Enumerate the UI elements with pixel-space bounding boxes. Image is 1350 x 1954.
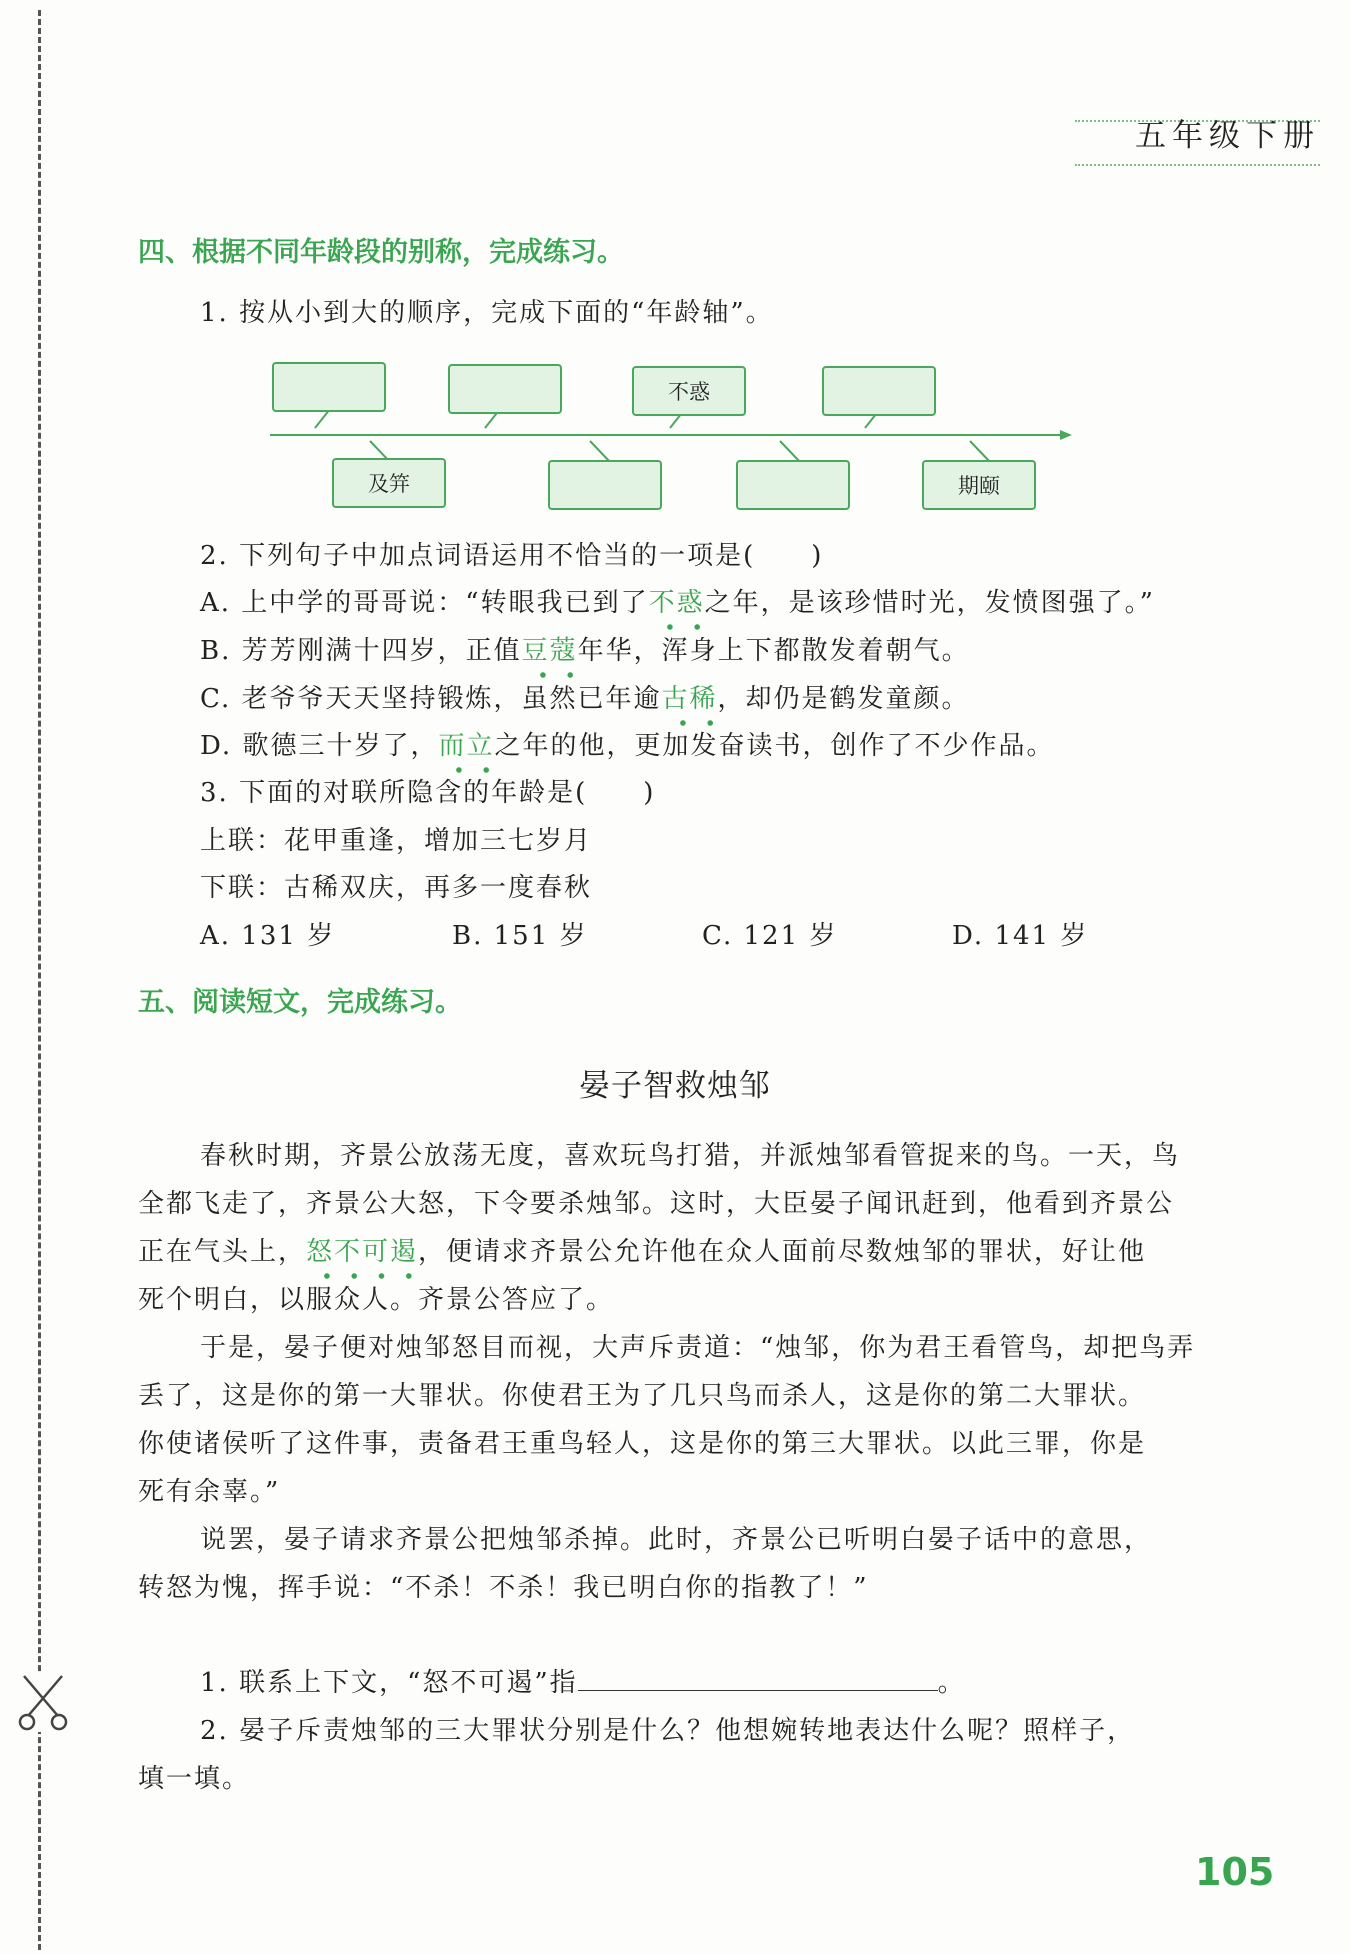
section-4-title: 四、根据不同年龄段的别称，完成练习。	[138, 237, 624, 268]
book-label: 五年级下册	[1135, 118, 1320, 154]
cut-line	[38, 10, 41, 1950]
paragraph-line: 丢了，这是你的第一大罪状。你使君王为了几只鸟而杀人，这是你的第二大罪状。	[138, 1381, 1147, 1411]
option-text: B. 芳芳刚满十四岁，正值	[200, 636, 522, 666]
couplet-lower: 下联：古稀双庆，再多一度春秋	[200, 873, 593, 903]
answer-blank[interactable]	[578, 1668, 938, 1691]
option-text: 年华，浑身上下都散发着朝气。	[577, 636, 970, 666]
paragraph-line: 你使诸侯听了这件事，责备君王重鸟轻人，这是你的第三大罪状。以此三罪，你是	[138, 1429, 1147, 1459]
option-text: ，却仍是鹤发童颜。	[717, 684, 970, 714]
reading-q2-cont: 填一填。	[138, 1764, 251, 1794]
reading-q1	[200, 1662, 966, 1699]
age-box-top-1[interactable]	[272, 362, 386, 412]
scissors-icon	[18, 1672, 68, 1732]
section-5-title: 五、阅读短文，完成练习。	[138, 987, 462, 1018]
q2-option-d[interactable]	[200, 725, 1054, 762]
option-text: 之年，是该珍惜时光，发愤图强了。”	[704, 588, 1155, 618]
page-number: 105	[1195, 1850, 1275, 1894]
age-box-bottom-1: 及笄	[332, 458, 446, 508]
age-box-top-2[interactable]	[448, 364, 562, 414]
couplet-upper: 上联：花甲重逢，增加三七岁月	[200, 826, 593, 856]
paragraph-line: 于是，晏子便对烛邹怒目而视，大声斥责道：“烛邹，你为君王看管鸟，却把鸟弄	[200, 1333, 1196, 1363]
question-text: 。	[937, 1668, 966, 1698]
emphasized-word: 不惑	[648, 588, 705, 618]
option-text: 之年的他，更加发奋读书，创作了不少作品。	[494, 731, 1055, 761]
story-title: 晏子智救烛邹	[579, 1068, 771, 1104]
age-box-bottom-2[interactable]	[548, 460, 662, 510]
paragraph-line: 说罢，晏子请求齐景公把烛邹杀掉。此时，齐景公已听明白晏子话中的意思，	[200, 1525, 1153, 1555]
q2-option-c[interactable]	[200, 678, 970, 715]
paragraph-line	[138, 1231, 1146, 1268]
q3-option-b[interactable]: B. 151 岁	[452, 921, 588, 951]
age-box-bottom-3[interactable]	[736, 460, 850, 510]
paragraph-line: 转怒为愧，挥手说：“不杀！不杀！我已明白你的指教了！”	[138, 1573, 869, 1603]
emphasized-word: 豆蔻	[521, 636, 578, 666]
q1-text: 1. 按从小到大的顺序，完成下面的“年龄轴”。	[200, 298, 774, 328]
paragraph-line: 春秋时期，齐景公放荡无度，喜欢玩鸟打猎，并派烛邹看管捉来的鸟。一天，鸟	[200, 1141, 1181, 1171]
age-box-top-3: 不惑	[632, 366, 746, 416]
q2-option-a[interactable]	[200, 582, 1155, 619]
age-box-bottom-4: 期颐	[922, 460, 1036, 510]
q2-text: 2. 下列句子中加点词语运用不恰当的一项是( )	[200, 541, 824, 571]
emphasized-word: 怒不可遏	[306, 1237, 419, 1267]
option-text: C. 老爷爷天天坚持锻炼，虽然已年逾	[200, 684, 662, 714]
question-text: 1. 联系上下文，“怒不可遏”指	[200, 1668, 578, 1698]
age-box-top-4[interactable]	[822, 366, 936, 416]
paragraph-text: ，便请求齐景公允许他在众人面前尽数烛邹的罪状，好让他	[418, 1237, 1147, 1267]
emphasized-word: 古稀	[661, 684, 718, 714]
emphasized-word: 而立	[438, 731, 495, 761]
q3-option-d[interactable]: D. 141 岁	[952, 921, 1089, 951]
q3-text: 3. 下面的对联所隐含的年龄是( )	[200, 778, 656, 808]
paragraph-line: 死有余辜。”	[138, 1477, 281, 1507]
paragraph-text: 正在气头上，	[138, 1237, 307, 1267]
paragraph-line: 死个明白，以服众人。齐景公答应了。	[138, 1285, 615, 1315]
q2-option-b[interactable]	[200, 630, 970, 667]
option-text: A. 上中学的哥哥说：“转眼我已到了	[200, 588, 649, 618]
reading-q2: 2. 晏子斥责烛邹的三大罪状分别是什么？他想婉转地表达什么呢？照样子，	[200, 1716, 1136, 1746]
q3-option-a[interactable]: A. 131 岁	[200, 921, 336, 951]
option-text: D. 歌德三十岁了，	[200, 731, 439, 761]
paragraph-line: 全都飞走了，齐景公大怒，下令要杀烛邹。这时，大臣晏子闻讯赶到，他看到齐景公	[138, 1189, 1175, 1219]
q3-option-c[interactable]: C. 121 岁	[702, 921, 838, 951]
